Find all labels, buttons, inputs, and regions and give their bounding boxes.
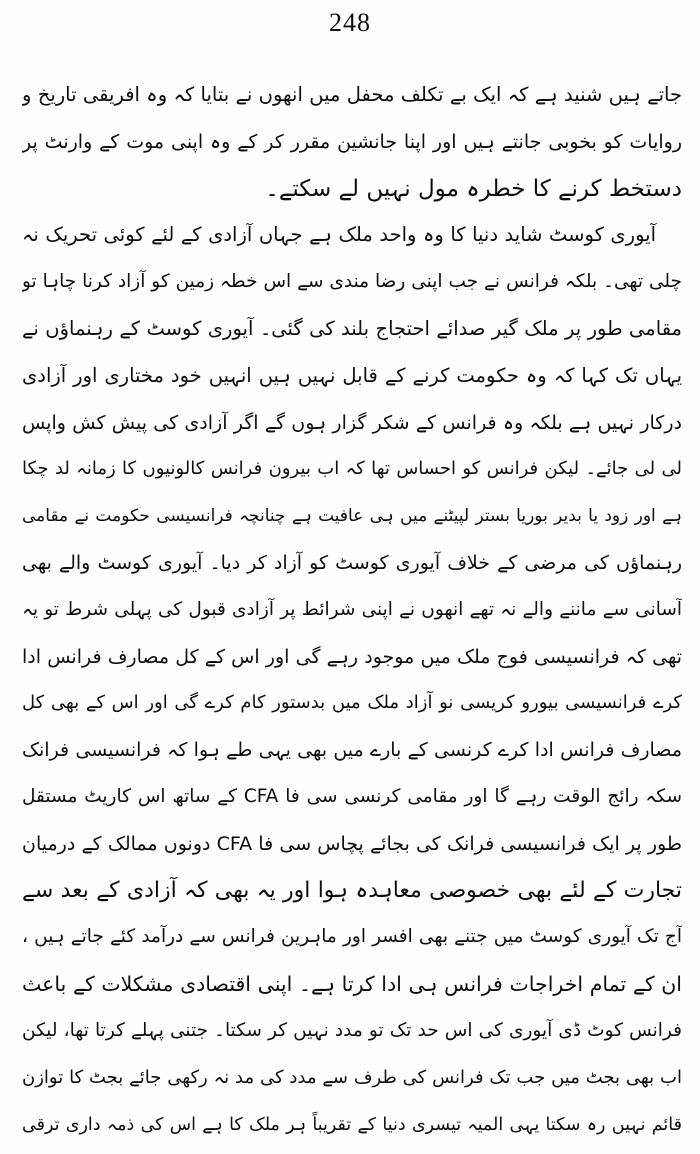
text-line: آسانی سے ماننے والے نہ تھے انھوں نے اپنی شرائط پر آزادی قبول کی پہلی شرط تو یہ [22,598,682,620]
text-line: ہے اور زود یا بدیر بوریا بستر لپیٹنے میں ہی عافیت ہے چنانچہ فرانسیسی حکومت نے مقامی [22,506,682,527]
text-line: فرانس کوٹ ڈی آیوری کی اس حد تک تو مدد نہیں کر سکتا۔ جتنی پہلے کرتا تھا، لیکن [22,1019,682,1041]
text-line: قائم نہیں رہ سکتا یہی المیہ تیسری دنیا کے تقریباً ہر ملک کا ہے اس کی ذمہ داری ترقی [22,1114,682,1135]
text-line: لی لی جائے۔ لیکن فرانس کو احساس تھا کہ اب بیرون فرانس کالونیوں کا زمانہ لد چکا [22,458,682,480]
text-line: چلی تھی۔ بلکہ فرانس نے جب اپنی رضا مندی سے اس خطہ زمین کو آزاد کرنا چاہا تو [22,271,682,293]
text-line: کرے فرانسیسی بیورو کریسی نو آزاد ملک میں بدستور کام کرے گی اور اس کے بھی کل [22,692,682,714]
text-line: جاتے ہیں شنید ہے کہ ایک بے تکلف محفل میں انھوں نے بتایا کہ وہ افریقی تاریخ و [22,83,682,106]
text-line: طور پر ایک فرانسیسی فرانک کی بجائے پچاس سی فا CFA دونوں ممالک کے درمیان [22,832,682,855]
text-line: روایات کو بخوبی جانتے ہیں اور اپنا جانشین مقرر کر کے وہ اپنی موت کے وارنٹ پر [22,130,682,153]
text-line: اب بھی بجٹ میں جب تک فرانس کی طرف سے مدد کی مد نہ رکھی جائے بجٹ کا توازن [22,1066,682,1088]
page-number: 248 [329,8,371,37]
text-line: درکار نہیں ہے بلکہ وہ فرانس کے شکر گزار ہوں گے اگر آزادی کی پیش کش واپس [22,411,682,434]
text-line: رہنماؤں کی مرضی کے خلاف آیوری کوسٹ کو آزاد کر دیا۔ آیوری کوسٹ والے بھی [22,551,682,574]
body-text [22,72,682,1148]
text-line: مصارف فرانس ادا کرے کرنسی کے بارے میں بھی یہی طے ہوا کہ فرانسیسی فرانک [22,739,682,762]
text-line: آیوری کوسٹ شاید دنیا کا وہ واحد ملک ہے جہاں آزادی کے لئے کوئی تحریک نہ [22,223,656,247]
text-line: دستخط کرنے کا خطرہ مول نہیں لے سکتے۔ [265,175,682,202]
text-line: ان کے تمام اخراجات فرانس ہی ادا کرتا ہے۔ اپنی اقتصادی مشکلات کے باعث [22,972,682,997]
text-line: یہاں تک کہا کہ وہ حکومت کرنے کے قابل نہیں ہیں انہیں خود مختاری اور آزادی [22,363,682,387]
text-line: سکہ رائج الوقت رہے گا اور مقامی کرنسی سی فا CFA کے ساتھ اس کاریٹ مستقل [22,785,682,807]
text-line: آج تک آیوری کوسٹ میں جتنے بھی افسر اور ماہرین فرانس سے درآمد کئے جاتے ہیں ، [22,926,682,948]
text-line: تجارت کے لئے بھی خصوصی معاہدہ ہوا اور یہ بھی کہ آزادی کے بعد سے [22,877,682,903]
text-line: تھی کہ فرانسیسی فوج ملک میں موجود رہے گی اور اس کے کل مصارف فرانس ادا [22,645,682,668]
text-line: مقامی طور پر ملک گیر صدائے احتجاج بلند کی گئی۔ آیوری کوسٹ کے رہنماؤں نے [22,316,682,340]
